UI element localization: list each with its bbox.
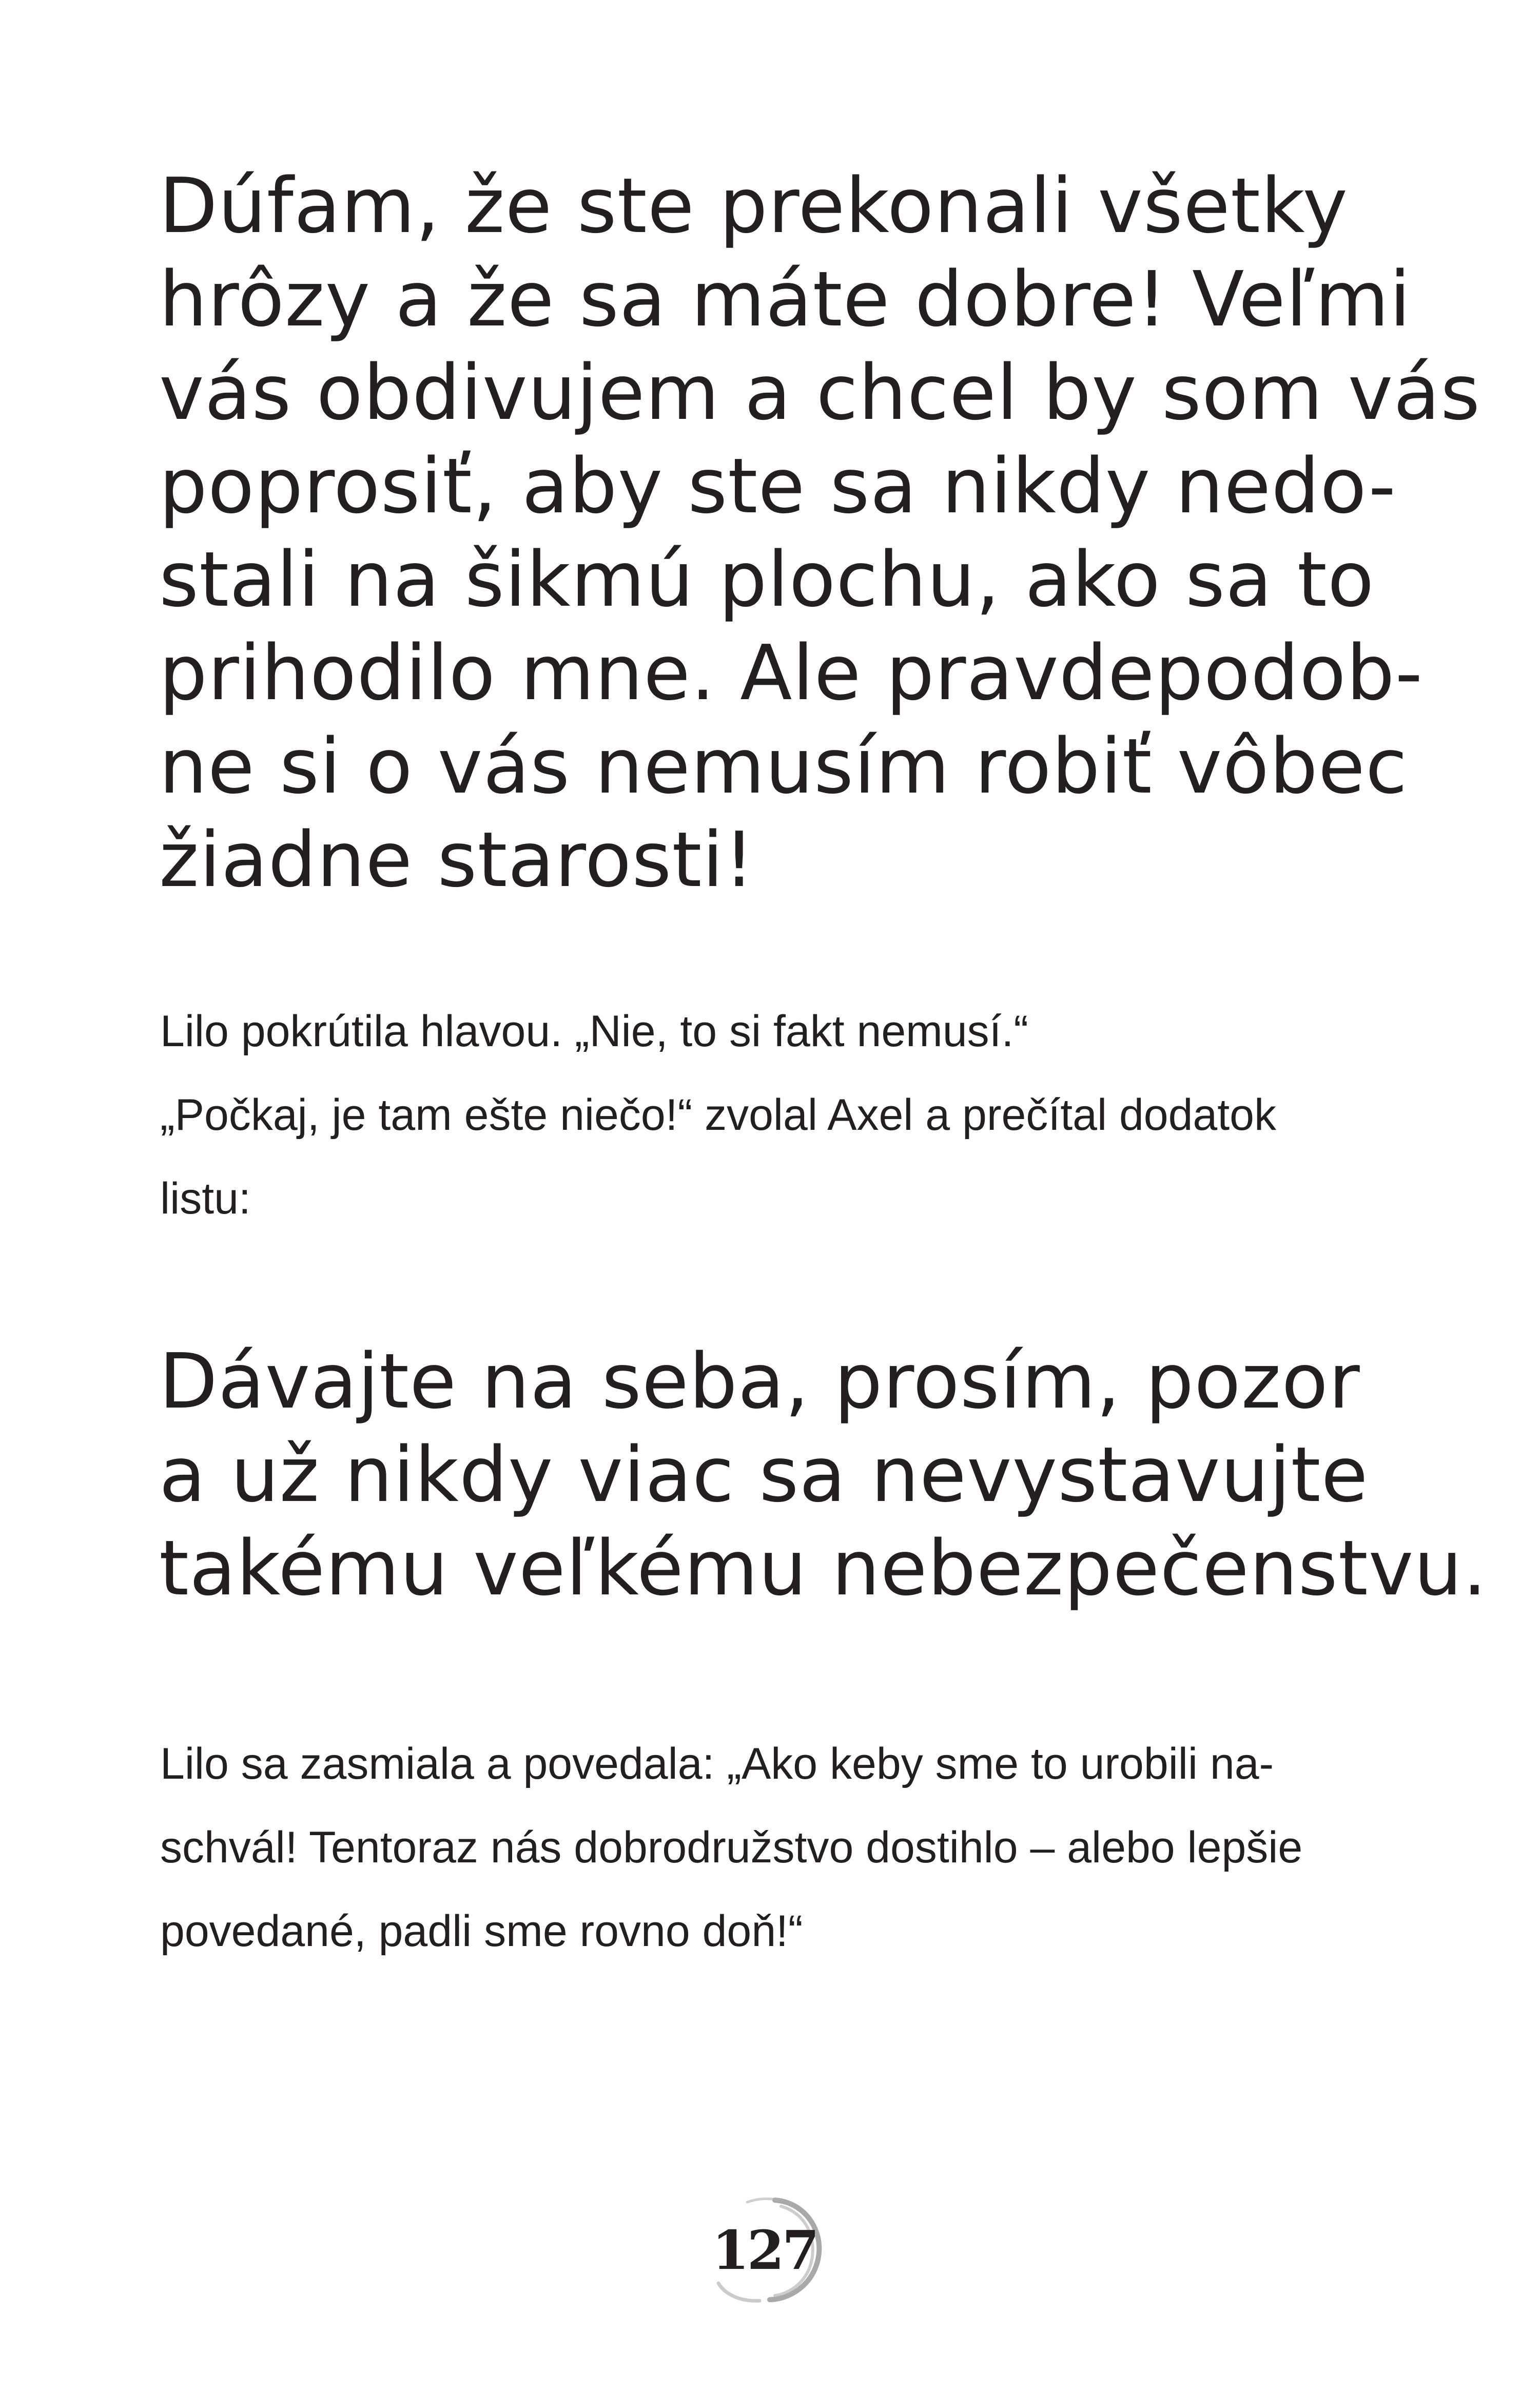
letter-line: stali na šikmú plochu, ako sa to bbox=[159, 535, 1375, 624]
letter-line: Dávajte na seba, prosím, pozor bbox=[159, 1337, 1360, 1426]
page-number-badge bbox=[698, 2191, 831, 2309]
letter-line: vás obdivujem a chcel by som vás bbox=[159, 349, 1481, 437]
narration-line: Lilo sa zasmiala a povedala: „Ako keby sme to urobili na- bbox=[160, 1739, 1274, 1788]
narration-line: povedané, padli sme rovno doň!“ bbox=[160, 1906, 803, 1956]
letter-line: prihodilo mne. Ale pravdepodob- bbox=[159, 629, 1424, 717]
narration-line: „Počkaj, je tam ešte niečo!“ zvolal Axel a prečítal dodatok bbox=[160, 1090, 1276, 1140]
narration-line: listu: bbox=[160, 1174, 251, 1223]
narration-line: Lilo pokrútila hlavou. „Nie, to si fakt nemusí.“ bbox=[160, 1007, 1029, 1056]
letter-line: žiadne starosti! bbox=[159, 816, 755, 904]
letter-excerpt-1 bbox=[159, 159, 1481, 907]
letter-line: takému veľkému nebezpečenstvu. bbox=[159, 1524, 1488, 1612]
letter-line: poprosiť, aby ste sa nikdy nedo- bbox=[159, 442, 1396, 530]
letter-line: ne si o vás nemusím robiť vôbec bbox=[159, 722, 1408, 811]
letter-line: a už nikdy viac sa nevystavujte bbox=[159, 1431, 1369, 1519]
letter-excerpt-2 bbox=[159, 1335, 1488, 1615]
letter-line: Dúfam, že ste prekonali všetky bbox=[159, 162, 1348, 250]
narration-paragraph-2 bbox=[160, 1722, 1392, 1973]
narration-paragraph-1 bbox=[160, 990, 1392, 1241]
letter-line: hrôzy a že sa máte dobre! Veľmi bbox=[159, 255, 1411, 343]
narration-line: schvál! Tentoraz nás dobrodružstvo dostihlo – alebo lepšie bbox=[160, 1823, 1303, 1872]
page-number: 127 bbox=[712, 2218, 817, 2282]
